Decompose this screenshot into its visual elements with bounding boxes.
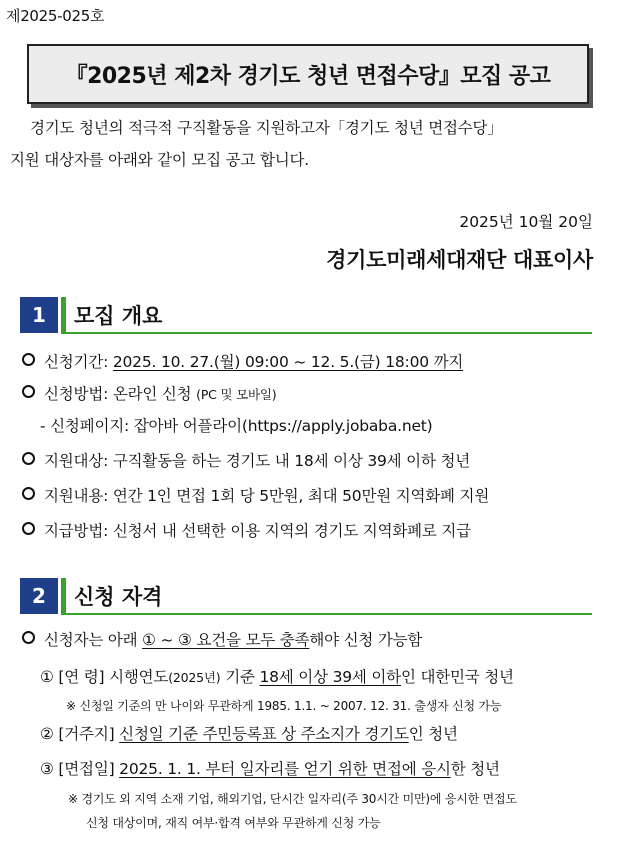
section-1-title: 모집 개요 [74,304,163,328]
content-row [22,484,489,506]
target-row [22,449,470,471]
req3-c: 한 청년 [450,760,500,778]
lead-text-b: ① ~ ③ 요건을 모두 충족 [142,631,310,649]
requirement-1-note: ※ 신청일 기준의 만 나이와 무관하게 1985. 1.1. ~ 2007. 12. 31. 출생자 신청 가능 [66,699,502,713]
period-value: 2025. 10. 27.(월) 09:00 ~ 12. 5.(금) 18:00 까지 [112,353,464,371]
circle-bullet-icon [22,522,35,535]
apply-page-row: - 신청페이지: 잡아바 어플라이(https://apply.jobaba.net) [40,417,433,435]
section-2-underline [61,613,592,615]
req2-b: 신청일 기준 주민등록표 상 주소지가 경기도 [119,725,409,743]
announcement-date: 2025년 10월 20일 [459,213,593,231]
payment-row [22,519,471,541]
circle-bullet-icon [22,385,35,398]
intro-line-1: 경기도 청년의 적극적 구직활동을 지원하고자「경기도 청년 면접수당」 [30,119,503,137]
requirement-2 [40,722,458,744]
document-number: 제2025-025호 [6,7,105,25]
intro-line-2: 지원 대상자를 아래와 같이 모집 공고 합니다. [10,151,310,169]
requirement-3-note-line-2: 신청 대상이며, 재직 여부·합격 여부와 무관하게 신청 가능 [86,816,381,830]
req1-a: ① [연 령] 시행연도 [40,668,169,686]
content-text: 지원내용: 연간 1인 면접 1회 당 5만원, 최대 50만원 지역화폐 지원 [44,487,490,505]
target-text: 지원대상: 구직활동을 하는 경기도 내 18세 이상 39세 이하 청년 [44,452,470,470]
method-row [22,382,276,404]
req2-a: ② [거주지] [40,725,120,743]
section-2-accent-bar [61,578,66,614]
circle-bullet-icon [22,487,35,500]
lead-text-a: 신청자는 아래 [44,631,143,649]
circle-bullet-icon [22,353,35,366]
payment-text: 지급방법: 신청서 내 선택한 이용 지역의 경기도 지역화폐로 지급 [44,522,471,540]
section-1-header [20,297,592,335]
section-1-accent-bar [61,297,66,333]
page-title-text: 『2025년 제2차 경기도 청년 면접수당』모집 공고 [65,63,551,89]
method-label: 신청방법: 온라인 신청 [44,385,197,403]
period-label: 신청기간: [44,353,113,371]
lead-text-c: 해야 신청 가능함 [309,631,423,649]
req3-b: 2025. 1. 1. 부터 일자리를 얻기 위한 면접에 응시 [119,760,451,778]
req1-b: 기준 [220,668,260,686]
req2-c: 인 청년 [408,725,458,743]
method-note: (PC 및 모바일) [196,387,277,402]
section-2-title: 신청 자격 [74,585,163,609]
section-2-number: 2 [20,578,58,614]
section-2-header [20,578,592,616]
requirement-3-note-line-1: ※ 경기도 외 지역 소재 기업, 해외기업, 단시간 일자리(주 30시간 미만)에 응시한 면접도 [68,792,517,806]
req3-a: ③ [면접일] [40,760,120,778]
requirement-3 [40,757,500,779]
organization-name: 경기도미래세대재단 대표이사 [326,248,593,272]
circle-bullet-icon [22,452,35,465]
req1-d: 인 대한민국 청년 [400,668,514,686]
requirement-1 [40,665,514,687]
eligibility-lead [22,628,422,650]
req1-small: (2025년) [168,670,221,685]
period-row [22,350,463,372]
page-title [27,44,589,104]
section-1-number: 1 [20,297,58,333]
circle-bullet-icon [22,631,35,644]
section-1-underline [61,332,592,334]
req1-c: 18세 이상 39세 이하 [259,668,401,686]
